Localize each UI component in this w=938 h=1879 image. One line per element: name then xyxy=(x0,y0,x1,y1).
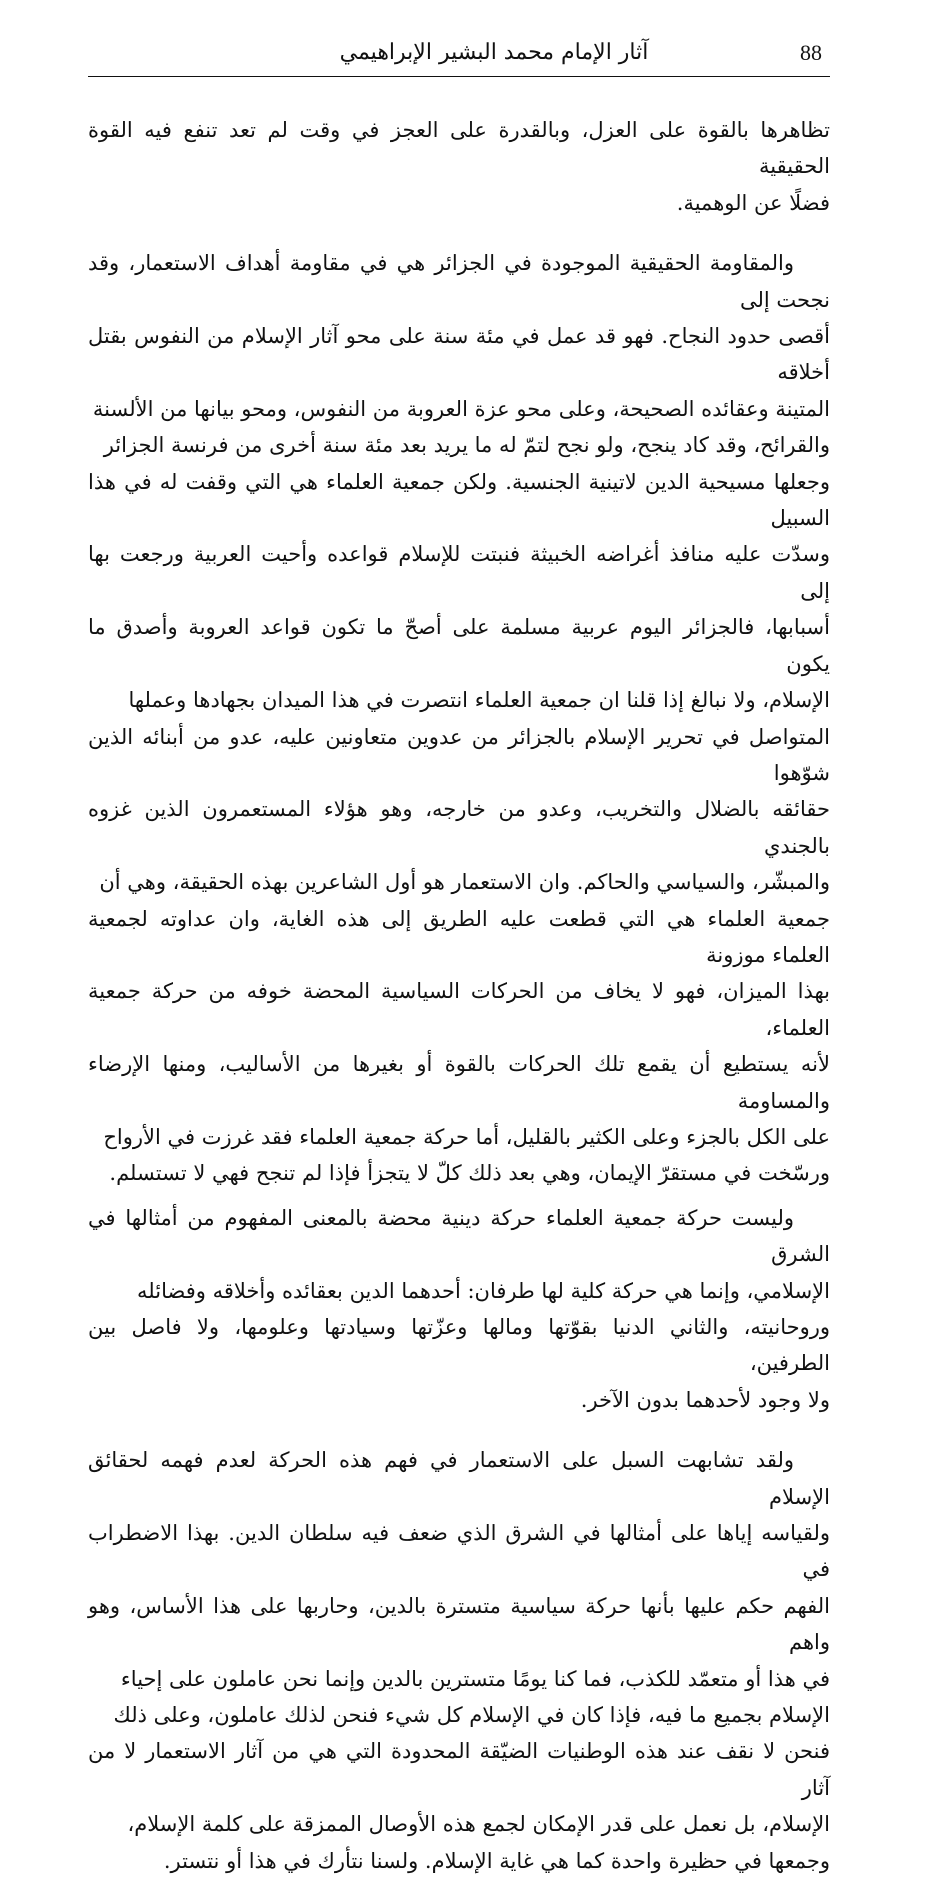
page-header xyxy=(88,36,830,77)
paragraph-gap xyxy=(88,1418,830,1442)
paragraph-4: ولقد تشابهت السبل على الاستعمار في فهم هذه الحركة لعدم فهمه لحقائق الإسلام ولقياسه إياها على أمثالها في الشرق الذي ضعف فيه سلطان الدين. بهذا الاضطراب في الفهم حكم عليها بأنها حركة سياسية متسترة بالدين، وحاربها على هذا الأساس، وهو واهم في هذا أو متعمّد للكذب، فما كنا يومًا متسترين بالدين وإنما نحن عاملون على إحياء الإسلام بجميع ما فيه، فإذا كان في الإسلام كل شيء فنحن لذلك عاملون، وعلى ذلك فنحن لا نقف عند هذه الوطنيات الضيّقة المحدودة التي هي من آثار الاستعمار لا من آثار الإسلام، بل نعمل على قدر الإمكان لجمع هذه الأوصال الممزقة على كلمة الإسلام، وجمعها في حظيرة واحدة كما هي غاية الإسلام. ولسنا نتأرك في هذا أو نتستر. xyxy=(88,1448,830,1873)
paragraph-gap xyxy=(88,221,830,245)
paragraph-gap xyxy=(88,1192,830,1200)
page-number: 88 xyxy=(800,40,822,65)
body-text xyxy=(88,112,830,1879)
paragraph-1: تظاهرها بالقوة على العزل، وبالقدرة على العجز في وقت لم تعد تنفع فيه القوة الحقيقية فضلًا عن الوهمية. xyxy=(88,118,830,215)
paragraph-2: والمقاومة الحقيقية الموجودة في الجزائر هي في مقاومة أهداف الاستعمار، وقد نجحت إلى أقصى حدود النجاح. فهو قد عمل في مئة سنة على محو آثار الإسلام من النفوس بقتل أخلاقه المتينة وعقائده الصحيحة، وعلى محو عزة العروبة من النفوس، ومحو بيانها من الألسنة والقرائح، وقد كاد ينجح، ولو نجح لتمّ له ما يريد بعد مئة سنة أخرى من فرنسة الجزائر وجعلها مسيحية الدين لاتينية الجنسية. ولكن جمعية العلماء هي التي وقفت له في هذا السبيل وسدّت عليه منافذ أغراضه الخبيثة فنبتت للإسلام قواعده وأحيت العربية ورجعت بها إلى أسبابها، فالجزائر اليوم عربية مسلمة على أصحّ ما تكون قواعد العروبة وأصدق ما يكون الإسلام، ولا نبالغ إذا قلنا ان جمعية العلماء انتصرت في هذا الميدان بجهادها وعملها المتواصل في تحرير الإسلام بالجزائر من عدوين متعاونين عليه، عدو من أبنائه الذين شوّهوا حقائقه بالضلال والتخريب، وعدو من خارجه، وهو هؤلاء المستعمرون الذين غزوه بالجندي والمبشّر، والسياسي والحاكم. وان الاستعمار هو أول الشاعرين بهذه الحقيقة، وهي أن جمعية العلماء هي التي قطعت عليه الطريق إلى هذه الغاية، وان عداوته لجمعية العلماء موزونة بهذا الميزان، فهو لا يخاف من الحركات السياسية المحضة خوفه من حركة جمعية العلماء، لأنه يستطيع أن يقمع تلك الحركات بالقوة أو بغيرها من الأساليب، ومنها الإرضاء والمساومة على الكل بالجزء وعلى الكثير بالقليل، أما حركة جمعية العلماء فقد غرزت في الأرواح ورسّخت في مستقرّ الإيمان، وهي بعد ذلك كلّ لا يتجزأ فإذا لم تنجح فهي لا تستسلم. xyxy=(88,251,830,1186)
paragraph-3: وليست حركة جمعية العلماء حركة دينية محضة بالمعنى المفهوم من أمثالها في الشرق الإسلامي، وإنما هي حركة كلية لها طرفان: أحدهما الدين بعقائده وأخلاقه وفضائله وروحانيته، والثاني الدنيا بقوّتها ومالها وعزّتها وسيادتها وعلومها، ولا فاصل بين الطرفين، ولا وجود لأحدهما بدون الآخر. xyxy=(88,1205,830,1412)
running-title: آثار الإمام محمد البشير الإبراهيمي xyxy=(339,40,649,65)
